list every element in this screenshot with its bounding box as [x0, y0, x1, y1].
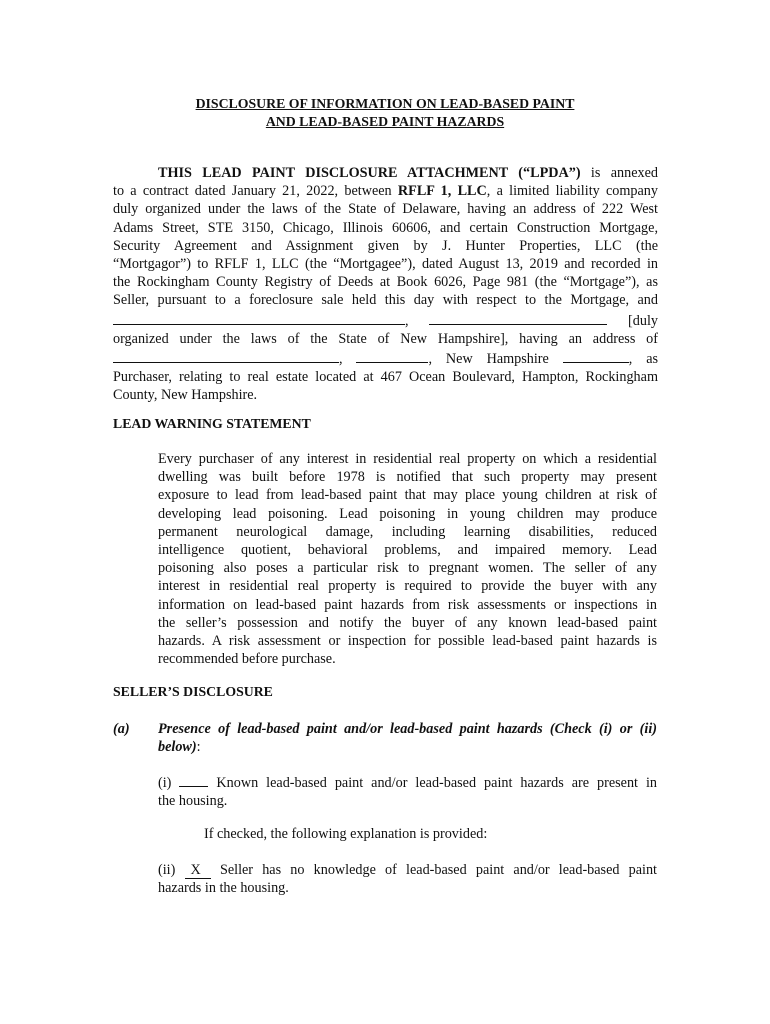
sellers-disclosure-heading: SELLER’S DISCLOSURE — [113, 684, 273, 699]
warning-line: permanent neurological damage, including learning disabilities, reduced — [158, 523, 657, 540]
intro-line-9: , [duly — [113, 310, 658, 330]
purchaser-street-blank[interactable] — [113, 348, 339, 363]
warning-line: hazards. A risk assessment or inspection for possible lead-based paint hazards is — [158, 633, 657, 650]
option-ii-text: Seller has no knowledge of lead-based paint and/or lead-based paint — [219, 862, 658, 878]
warning-line: recommended before purchase. — [158, 651, 336, 668]
warning-line: dwelling was built before 1978 is notified that such property may present — [158, 469, 657, 486]
intro-line-5: Security Agreement and Assignment given by J. Hunter Properties, LLC (the — [113, 237, 658, 254]
warning-line: poisoning also poses a particular risk to pregnant women. The seller of any — [158, 560, 657, 577]
warning-line: exposure to lead from lead-based paint that may place young children at risk of — [158, 487, 657, 504]
option-i — [158, 772, 657, 810]
intro-line-7: the Rockingham County Registry of Deeds at Book 6026, Page 981 (the “Mortgage”), as — [113, 274, 658, 291]
item-a-line-2: below) — [158, 739, 197, 756]
option-ii-check-mark[interactable]: X — [185, 863, 211, 879]
lead-warning-heading: LEAD WARNING STATEMENT — [113, 416, 311, 431]
intro-line-6: “Mortgagor”) to RFLF 1, LLC (the “Mortgagee”), dated August 13, 2019 and recorded in — [113, 256, 658, 273]
title-line-2: AND LEAD-BASED PAINT HAZARDS — [265, 114, 505, 129]
option-i-label: (i) — [158, 775, 172, 791]
item-a-line-1: Presence of lead-based paint and/or lead-based paint hazards (Check (i) or (ii) — [158, 721, 657, 737]
purchaser-name-blank[interactable] — [113, 310, 405, 325]
purchaser-entity-blank[interactable] — [429, 310, 607, 325]
item-a-heading: Presence of lead-based paint and/or lead-based paint hazards (Check (i) or (ii) below): — [158, 721, 657, 756]
seller-name-bold: RFLF 1, LLC — [397, 183, 487, 200]
option-ii-text-line-2: hazards in the housing. — [158, 880, 289, 897]
option-i-checkbox-blank[interactable] — [179, 772, 208, 787]
purchaser-town-blank[interactable] — [356, 348, 428, 363]
warning-line: intelligence quotient, behavioral problems, and impaired memory. Lead — [158, 542, 657, 559]
intro-line-2a: to a contract dated January 21, 2022, between — [113, 183, 398, 200]
intro-line-13: County, New Hampshire. — [113, 387, 258, 404]
warning-line: information on lead-based paint hazards from risk assessments or inspections in — [158, 596, 657, 613]
purchaser-zip-blank[interactable] — [563, 348, 629, 363]
lead-warning-paragraph — [158, 450, 657, 668]
intro-paragraph — [113, 164, 658, 405]
option-ii — [158, 861, 657, 897]
option-i-text: Known lead-based paint and/or lead-based paint hazards are present in — [216, 775, 658, 791]
warning-line: developing lead poisoning. Lead poisoning in young children may produce — [158, 505, 657, 522]
title-line-1: DISCLOSURE OF INFORMATION ON LEAD-BASED PAINT — [195, 96, 575, 111]
warning-line: Every purchaser of any interest in residential real property on which a residential — [158, 451, 657, 467]
warning-line: interest in residential real property is required to provide the buyer with any — [158, 578, 657, 595]
warning-line: the seller’s possession and notify the buyer of any known lead-based paint — [158, 614, 657, 631]
lpda-bold-lead: THIS LEAD PAINT DISCLOSURE ATTACHMENT (“LPDA”) — [158, 165, 581, 181]
document-title — [0, 95, 770, 131]
intro-line-2b: , a limited liability company — [486, 183, 658, 200]
intro-line-3: duly organized under the laws of the State of Delaware, having an address of 222 West — [113, 201, 658, 218]
intro-line-11: , , New Hampshire , as — [113, 348, 658, 368]
intro-line-8: Seller, pursuant to a foreclosure sale held this day with respect to the Mortgage, and — [113, 292, 658, 309]
explanation-prompt: If checked, the following explanation is provided: — [204, 826, 488, 842]
intro-line-1-rest: is annexed — [580, 165, 659, 181]
intro-line-4: Adams Street, STE 3150, Chicago, Illinois 60606, and certain Construction Mortgage, — [113, 219, 658, 236]
option-i-text-line-2: the housing. — [158, 793, 228, 810]
intro-line-12: Purchaser, relating to real estate located at 467 Ocean Boulevard, Hampton, Rockingham — [113, 369, 658, 386]
item-a-label: (a) — [113, 721, 130, 737]
intro-line-10: organized under the laws of the State of New Hampshire], having an address of — [113, 330, 658, 347]
option-ii-label: (ii) — [158, 862, 176, 878]
